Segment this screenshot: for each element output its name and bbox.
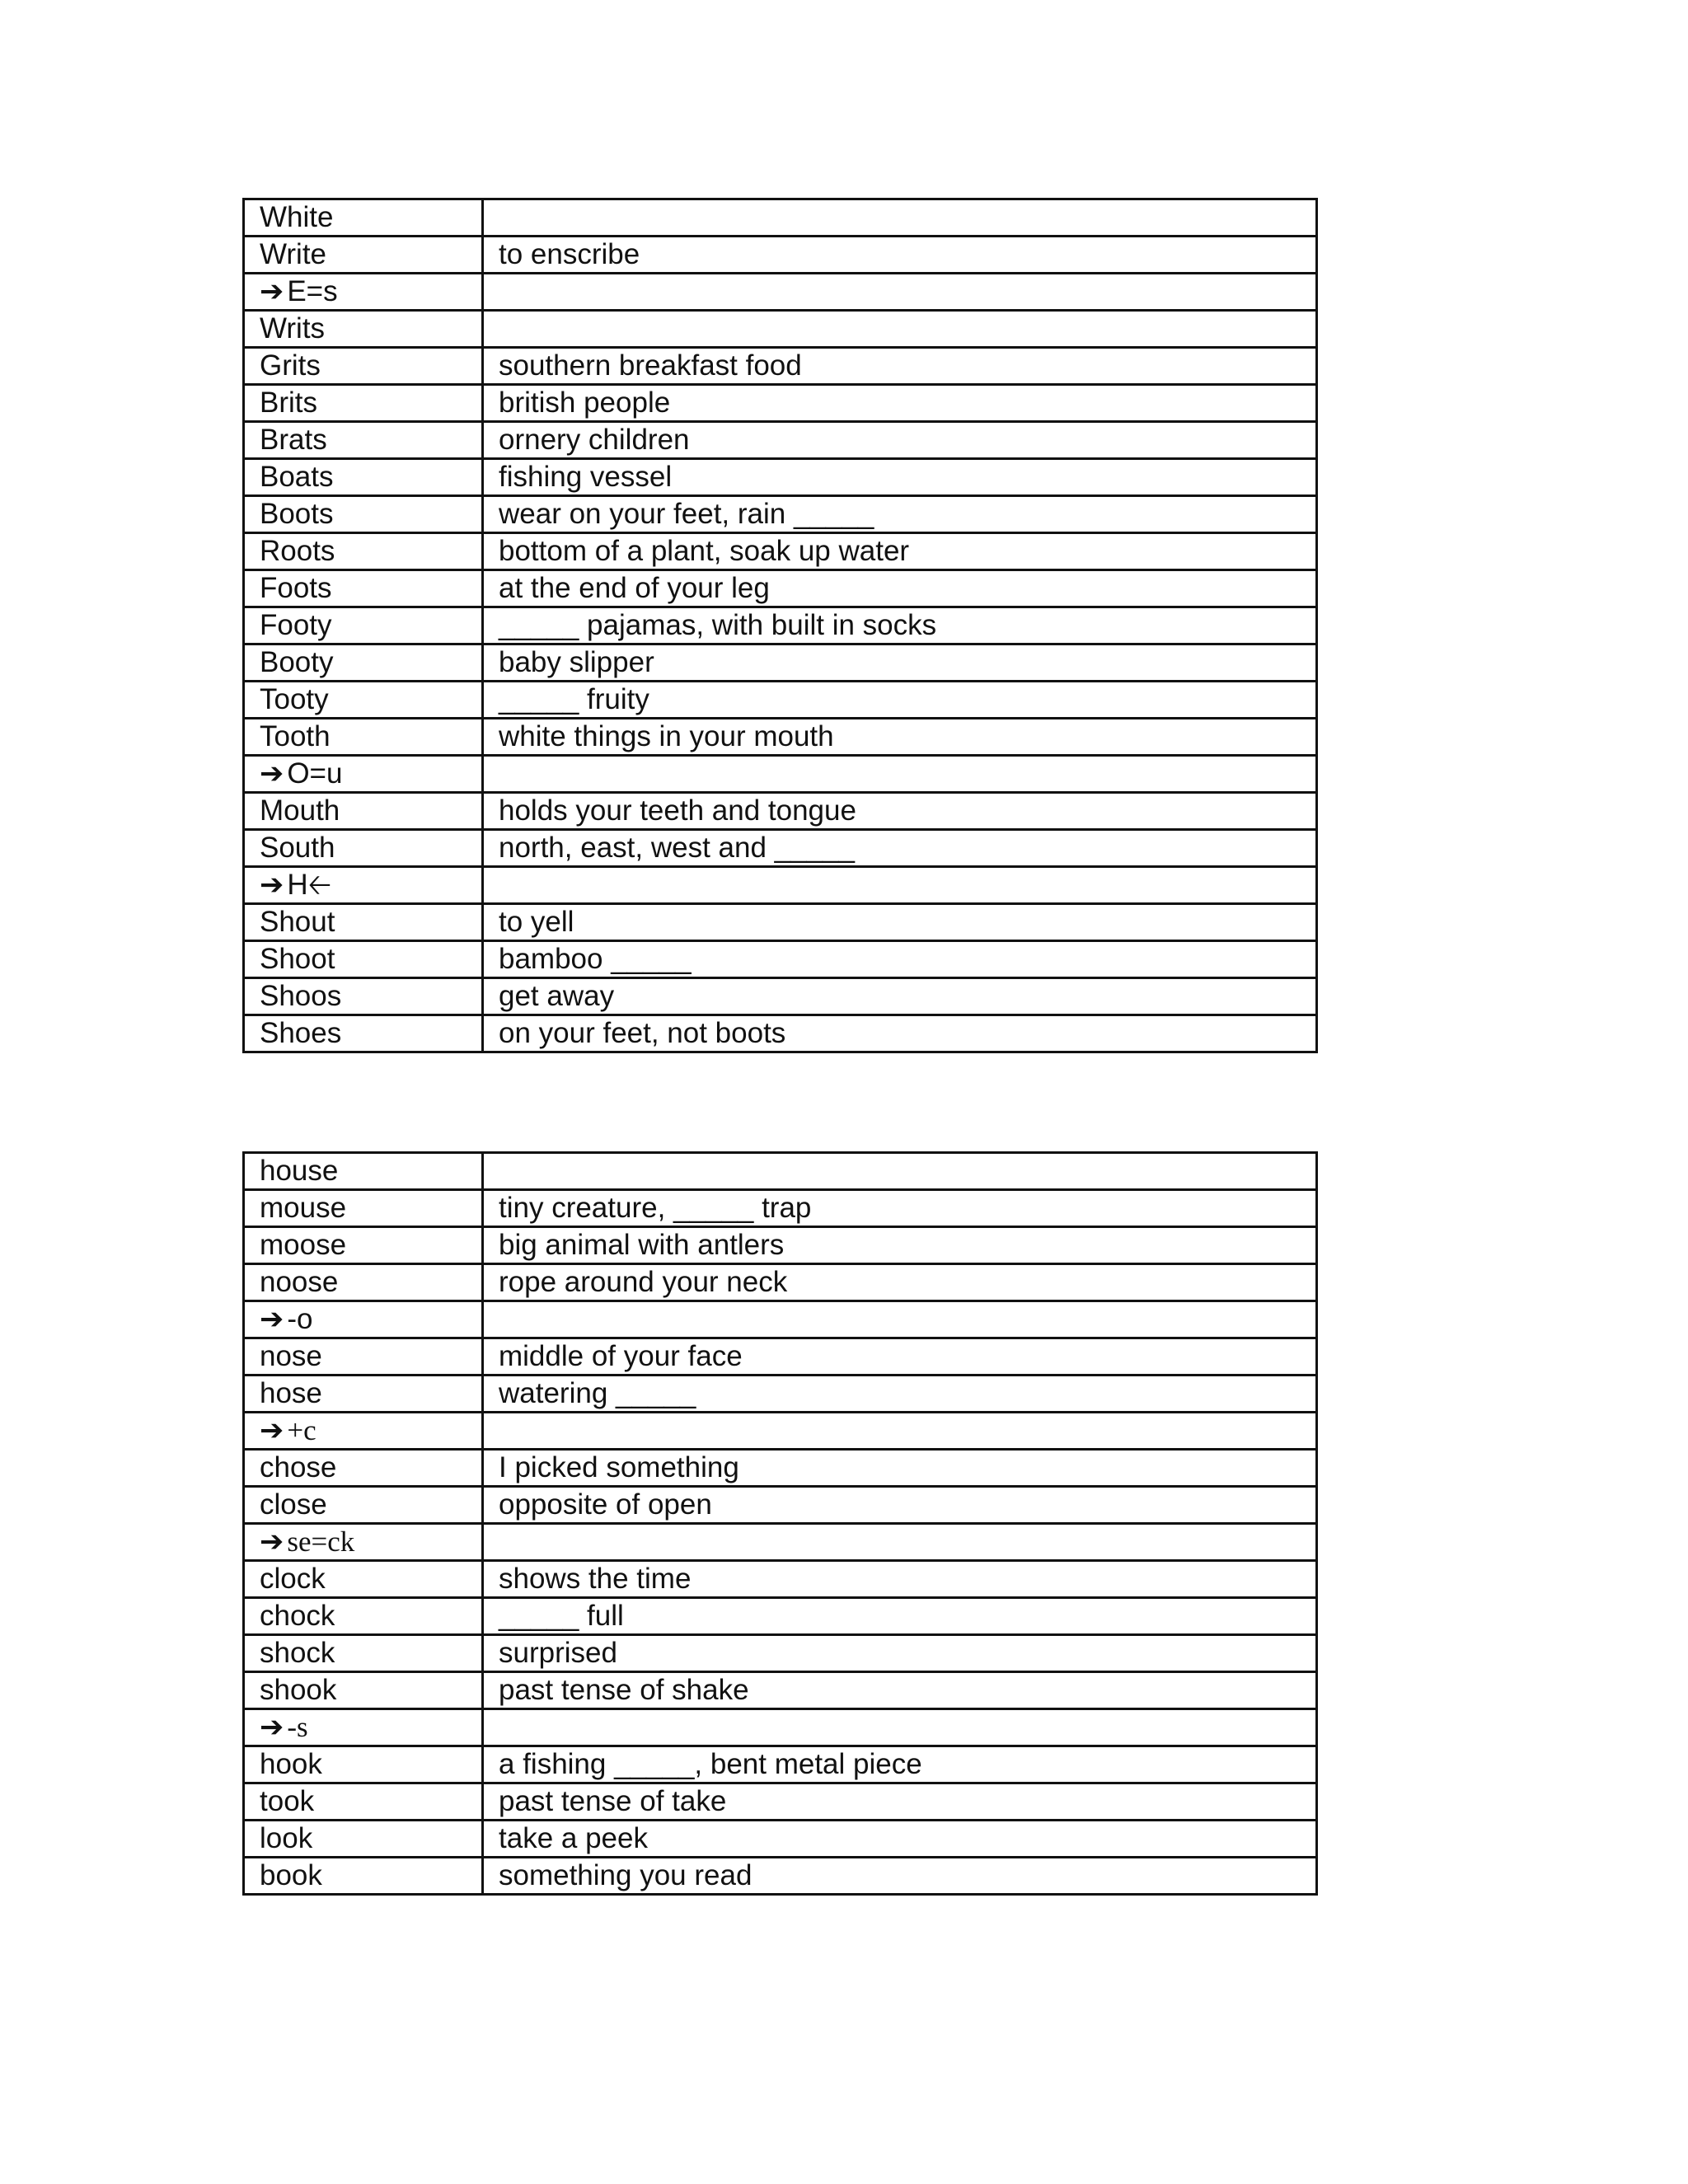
word-cell <box>244 1227 483 1264</box>
definition-text: something you read <box>499 1859 753 1891</box>
definition-text: white things in your mouth <box>499 720 834 752</box>
rule-text: H🡠 <box>287 869 331 901</box>
definition-text: big animal with antlers <box>499 1229 785 1261</box>
table-row <box>244 830 1317 867</box>
definition-cell <box>483 1015 1317 1052</box>
word-text: look <box>260 1822 313 1854</box>
definition-text: surprised <box>499 1637 617 1669</box>
word-text: shock <box>260 1637 335 1669</box>
word-cell <box>244 311 483 348</box>
definition-cell <box>483 1413 1317 1450</box>
definition-cell <box>483 1338 1317 1376</box>
table-row <box>244 1635 1317 1672</box>
rule-cell <box>244 867 483 904</box>
word-cell <box>244 607 483 644</box>
rule-text: E=s <box>287 275 338 307</box>
word-cell <box>244 904 483 941</box>
definition-cell <box>483 459 1317 496</box>
rule-cell <box>244 1524 483 1561</box>
word-cell <box>244 682 483 719</box>
word-cell <box>244 1598 483 1635</box>
table-row <box>244 570 1317 607</box>
definition-text: _____ full <box>499 1600 624 1632</box>
table-row <box>244 1561 1317 1598</box>
rule-row <box>244 274 1317 311</box>
word-cell <box>244 1376 483 1413</box>
table-row <box>244 237 1317 274</box>
rule-cell <box>244 1301 483 1338</box>
rule-text: -o <box>287 1303 313 1335</box>
definition-cell <box>483 1264 1317 1301</box>
rule-cell <box>244 756 483 793</box>
table-row <box>244 1015 1317 1052</box>
definition-text: southern breakfast food <box>499 349 802 382</box>
definition-cell <box>483 1709 1317 1746</box>
table-row <box>244 348 1317 385</box>
word-cell <box>244 1783 483 1821</box>
word-table-1-body <box>244 199 1317 1052</box>
definition-text: wear on your feet, rain _____ <box>499 498 874 530</box>
word-cell <box>244 1858 483 1895</box>
rule-text: O=u <box>287 757 343 790</box>
rule-cell <box>244 274 483 311</box>
definition-cell <box>483 1376 1317 1413</box>
word-text: chock <box>260 1600 335 1632</box>
definition-cell <box>483 348 1317 385</box>
word-text: hose <box>260 1377 322 1409</box>
table-row <box>244 607 1317 644</box>
definition-cell <box>483 1524 1317 1561</box>
word-text: moose <box>260 1229 347 1261</box>
word-cell <box>244 644 483 682</box>
table-row <box>244 1746 1317 1783</box>
definition-text: past tense of shake <box>499 1674 749 1706</box>
word-text: Boats <box>260 461 334 493</box>
table-row <box>244 682 1317 719</box>
definition-cell <box>483 385 1317 422</box>
table-row <box>244 904 1317 941</box>
definition-text: british people <box>499 387 671 419</box>
definition-cell <box>483 941 1317 978</box>
definition-text: shows the time <box>499 1563 692 1595</box>
table-row <box>244 1783 1317 1821</box>
definition-cell <box>483 1227 1317 1264</box>
definition-text: tiny creature, _____ trap <box>499 1192 812 1224</box>
table-row <box>244 311 1317 348</box>
definition-cell <box>483 274 1317 311</box>
definition-cell <box>483 1301 1317 1338</box>
word-cell <box>244 1487 483 1524</box>
definition-cell <box>483 1450 1317 1487</box>
table-row <box>244 1487 1317 1524</box>
word-cell <box>244 830 483 867</box>
word-cell <box>244 719 483 756</box>
word-text: hook <box>260 1748 322 1780</box>
word-cell <box>244 1190 483 1227</box>
definition-text: at the end of your leg <box>499 572 770 604</box>
arrow-right-icon: ➔ <box>260 1303 284 1335</box>
word-cell <box>244 570 483 607</box>
definition-cell <box>483 422 1317 459</box>
table-row <box>244 422 1317 459</box>
word-cell <box>244 1672 483 1709</box>
table-row <box>244 793 1317 830</box>
word-cell <box>244 348 483 385</box>
table-row <box>244 1450 1317 1487</box>
word-cell <box>244 385 483 422</box>
table-row <box>244 1821 1317 1858</box>
word-cell <box>244 1264 483 1301</box>
word-text: close <box>260 1488 327 1521</box>
definition-cell <box>483 1858 1317 1895</box>
definition-cell <box>483 830 1317 867</box>
word-cell <box>244 1821 483 1858</box>
word-text: noose <box>260 1266 339 1298</box>
word-cell <box>244 199 483 237</box>
arrow-right-icon: ➔ <box>260 1414 284 1446</box>
definition-cell <box>483 1487 1317 1524</box>
rule-text: se=ck <box>287 1526 355 1558</box>
table-row <box>244 1227 1317 1264</box>
definition-cell <box>483 1821 1317 1858</box>
word-text: Write <box>260 238 327 270</box>
word-text: book <box>260 1859 322 1891</box>
word-table-2-body <box>244 1153 1317 1895</box>
word-text: Boots <box>260 498 334 530</box>
definition-text: on your feet, not boots <box>499 1017 786 1049</box>
arrow-right-icon: ➔ <box>260 1711 284 1743</box>
word-cell <box>244 1450 483 1487</box>
word-text: took <box>260 1785 315 1817</box>
definition-text: rope around your neck <box>499 1266 788 1298</box>
arrow-right-icon: ➔ <box>260 1526 284 1558</box>
definition-text: past tense of take <box>499 1785 727 1817</box>
word-text: Booty <box>260 646 334 678</box>
table-row <box>244 1376 1317 1413</box>
definition-cell <box>483 1783 1317 1821</box>
word-text: Shoos <box>260 980 342 1012</box>
definition-text: north, east, west and _____ <box>499 832 855 864</box>
table-row <box>244 459 1317 496</box>
definition-text: bamboo _____ <box>499 943 692 975</box>
rule-cell <box>244 1413 483 1450</box>
definition-text: _____ fruity <box>499 683 649 715</box>
word-text: Brats <box>260 424 327 456</box>
rule-row <box>244 756 1317 793</box>
word-text: Writs <box>260 312 326 344</box>
definition-cell <box>483 719 1317 756</box>
definition-text: baby slipper <box>499 646 654 678</box>
definition-text: I picked something <box>499 1451 739 1483</box>
word-cell <box>244 459 483 496</box>
word-text: Shoes <box>260 1017 342 1049</box>
definition-cell <box>483 1153 1317 1190</box>
word-text: White <box>260 201 334 233</box>
table-row <box>244 1672 1317 1709</box>
arrow-right-icon: ➔ <box>260 757 284 790</box>
word-text: house <box>260 1155 339 1187</box>
word-text: Foots <box>260 572 332 604</box>
arrow-right-icon: ➔ <box>260 275 284 307</box>
table-row <box>244 1153 1317 1190</box>
definition-cell <box>483 644 1317 682</box>
word-text: Roots <box>260 535 335 567</box>
definition-cell <box>483 607 1317 644</box>
table-row <box>244 385 1317 422</box>
definition-cell <box>483 533 1317 570</box>
table-row <box>244 1338 1317 1376</box>
definition-cell <box>483 237 1317 274</box>
rule-row <box>244 1524 1317 1561</box>
rule-text: +c <box>287 1414 316 1446</box>
definition-cell <box>483 793 1317 830</box>
word-table-2 <box>242 1151 1318 1896</box>
table-row <box>244 533 1317 570</box>
word-cell <box>244 1561 483 1598</box>
definition-cell <box>483 1561 1317 1598</box>
word-text: Shoot <box>260 943 335 975</box>
word-cell <box>244 941 483 978</box>
word-text: nose <box>260 1340 322 1372</box>
word-table-1 <box>242 198 1318 1053</box>
definition-text: bottom of a plant, soak up water <box>499 535 910 567</box>
word-text: Shout <box>260 906 335 938</box>
rule-text: -s <box>287 1711 308 1743</box>
word-text: Mouth <box>260 794 340 827</box>
word-text: Tooty <box>260 683 329 715</box>
word-text: mouse <box>260 1192 347 1224</box>
word-text: Tooth <box>260 720 331 752</box>
definition-cell <box>483 570 1317 607</box>
table-row <box>244 1190 1317 1227</box>
definition-text: holds your teeth and tongue <box>499 794 856 827</box>
rule-row <box>244 867 1317 904</box>
word-cell <box>244 1635 483 1672</box>
definition-cell <box>483 756 1317 793</box>
rule-cell <box>244 1709 483 1746</box>
word-text: Grits <box>260 349 321 382</box>
table-row <box>244 941 1317 978</box>
word-cell <box>244 237 483 274</box>
definition-text: fishing vessel <box>499 461 673 493</box>
table-row <box>244 1264 1317 1301</box>
word-cell <box>244 793 483 830</box>
table-row <box>244 1598 1317 1635</box>
table-row <box>244 1858 1317 1895</box>
word-cell <box>244 1015 483 1052</box>
definition-cell <box>483 904 1317 941</box>
definition-cell <box>483 1190 1317 1227</box>
definition-text: _____ pajamas, with built in socks <box>499 609 937 641</box>
definition-cell <box>483 1598 1317 1635</box>
definition-text: a fishing _____, bent metal piece <box>499 1748 922 1780</box>
word-text: Brits <box>260 387 317 419</box>
word-cell <box>244 1153 483 1190</box>
arrow-right-icon: ➔ <box>260 869 284 901</box>
definition-text: watering _____ <box>499 1377 696 1409</box>
word-cell <box>244 1746 483 1783</box>
word-cell <box>244 496 483 533</box>
word-cell <box>244 978 483 1015</box>
definition-cell <box>483 496 1317 533</box>
word-text: shook <box>260 1674 337 1706</box>
rule-row <box>244 1709 1317 1746</box>
definition-cell <box>483 978 1317 1015</box>
word-text: chose <box>260 1451 337 1483</box>
table-row <box>244 644 1317 682</box>
definition-text: to yell <box>499 906 574 938</box>
definition-text: middle of your face <box>499 1340 743 1372</box>
rule-row <box>244 1413 1317 1450</box>
word-cell <box>244 533 483 570</box>
word-text: clock <box>260 1563 326 1595</box>
definition-cell <box>483 1672 1317 1709</box>
definition-cell <box>483 311 1317 348</box>
definition-cell <box>483 682 1317 719</box>
table-row <box>244 978 1317 1015</box>
word-cell <box>244 422 483 459</box>
word-text: Footy <box>260 609 332 641</box>
definition-text: take a peek <box>499 1822 648 1854</box>
table-row <box>244 199 1317 237</box>
definition-cell <box>483 867 1317 904</box>
definition-text: to enscribe <box>499 238 640 270</box>
definition-text: ornery children <box>499 424 690 456</box>
definition-cell <box>483 1746 1317 1783</box>
word-text: South <box>260 832 335 864</box>
table-row <box>244 719 1317 756</box>
word-cell <box>244 1338 483 1376</box>
definition-cell <box>483 1635 1317 1672</box>
definition-cell <box>483 199 1317 237</box>
definition-text: opposite of open <box>499 1488 712 1521</box>
rule-row <box>244 1301 1317 1338</box>
table-row <box>244 496 1317 533</box>
definition-text: get away <box>499 980 615 1012</box>
